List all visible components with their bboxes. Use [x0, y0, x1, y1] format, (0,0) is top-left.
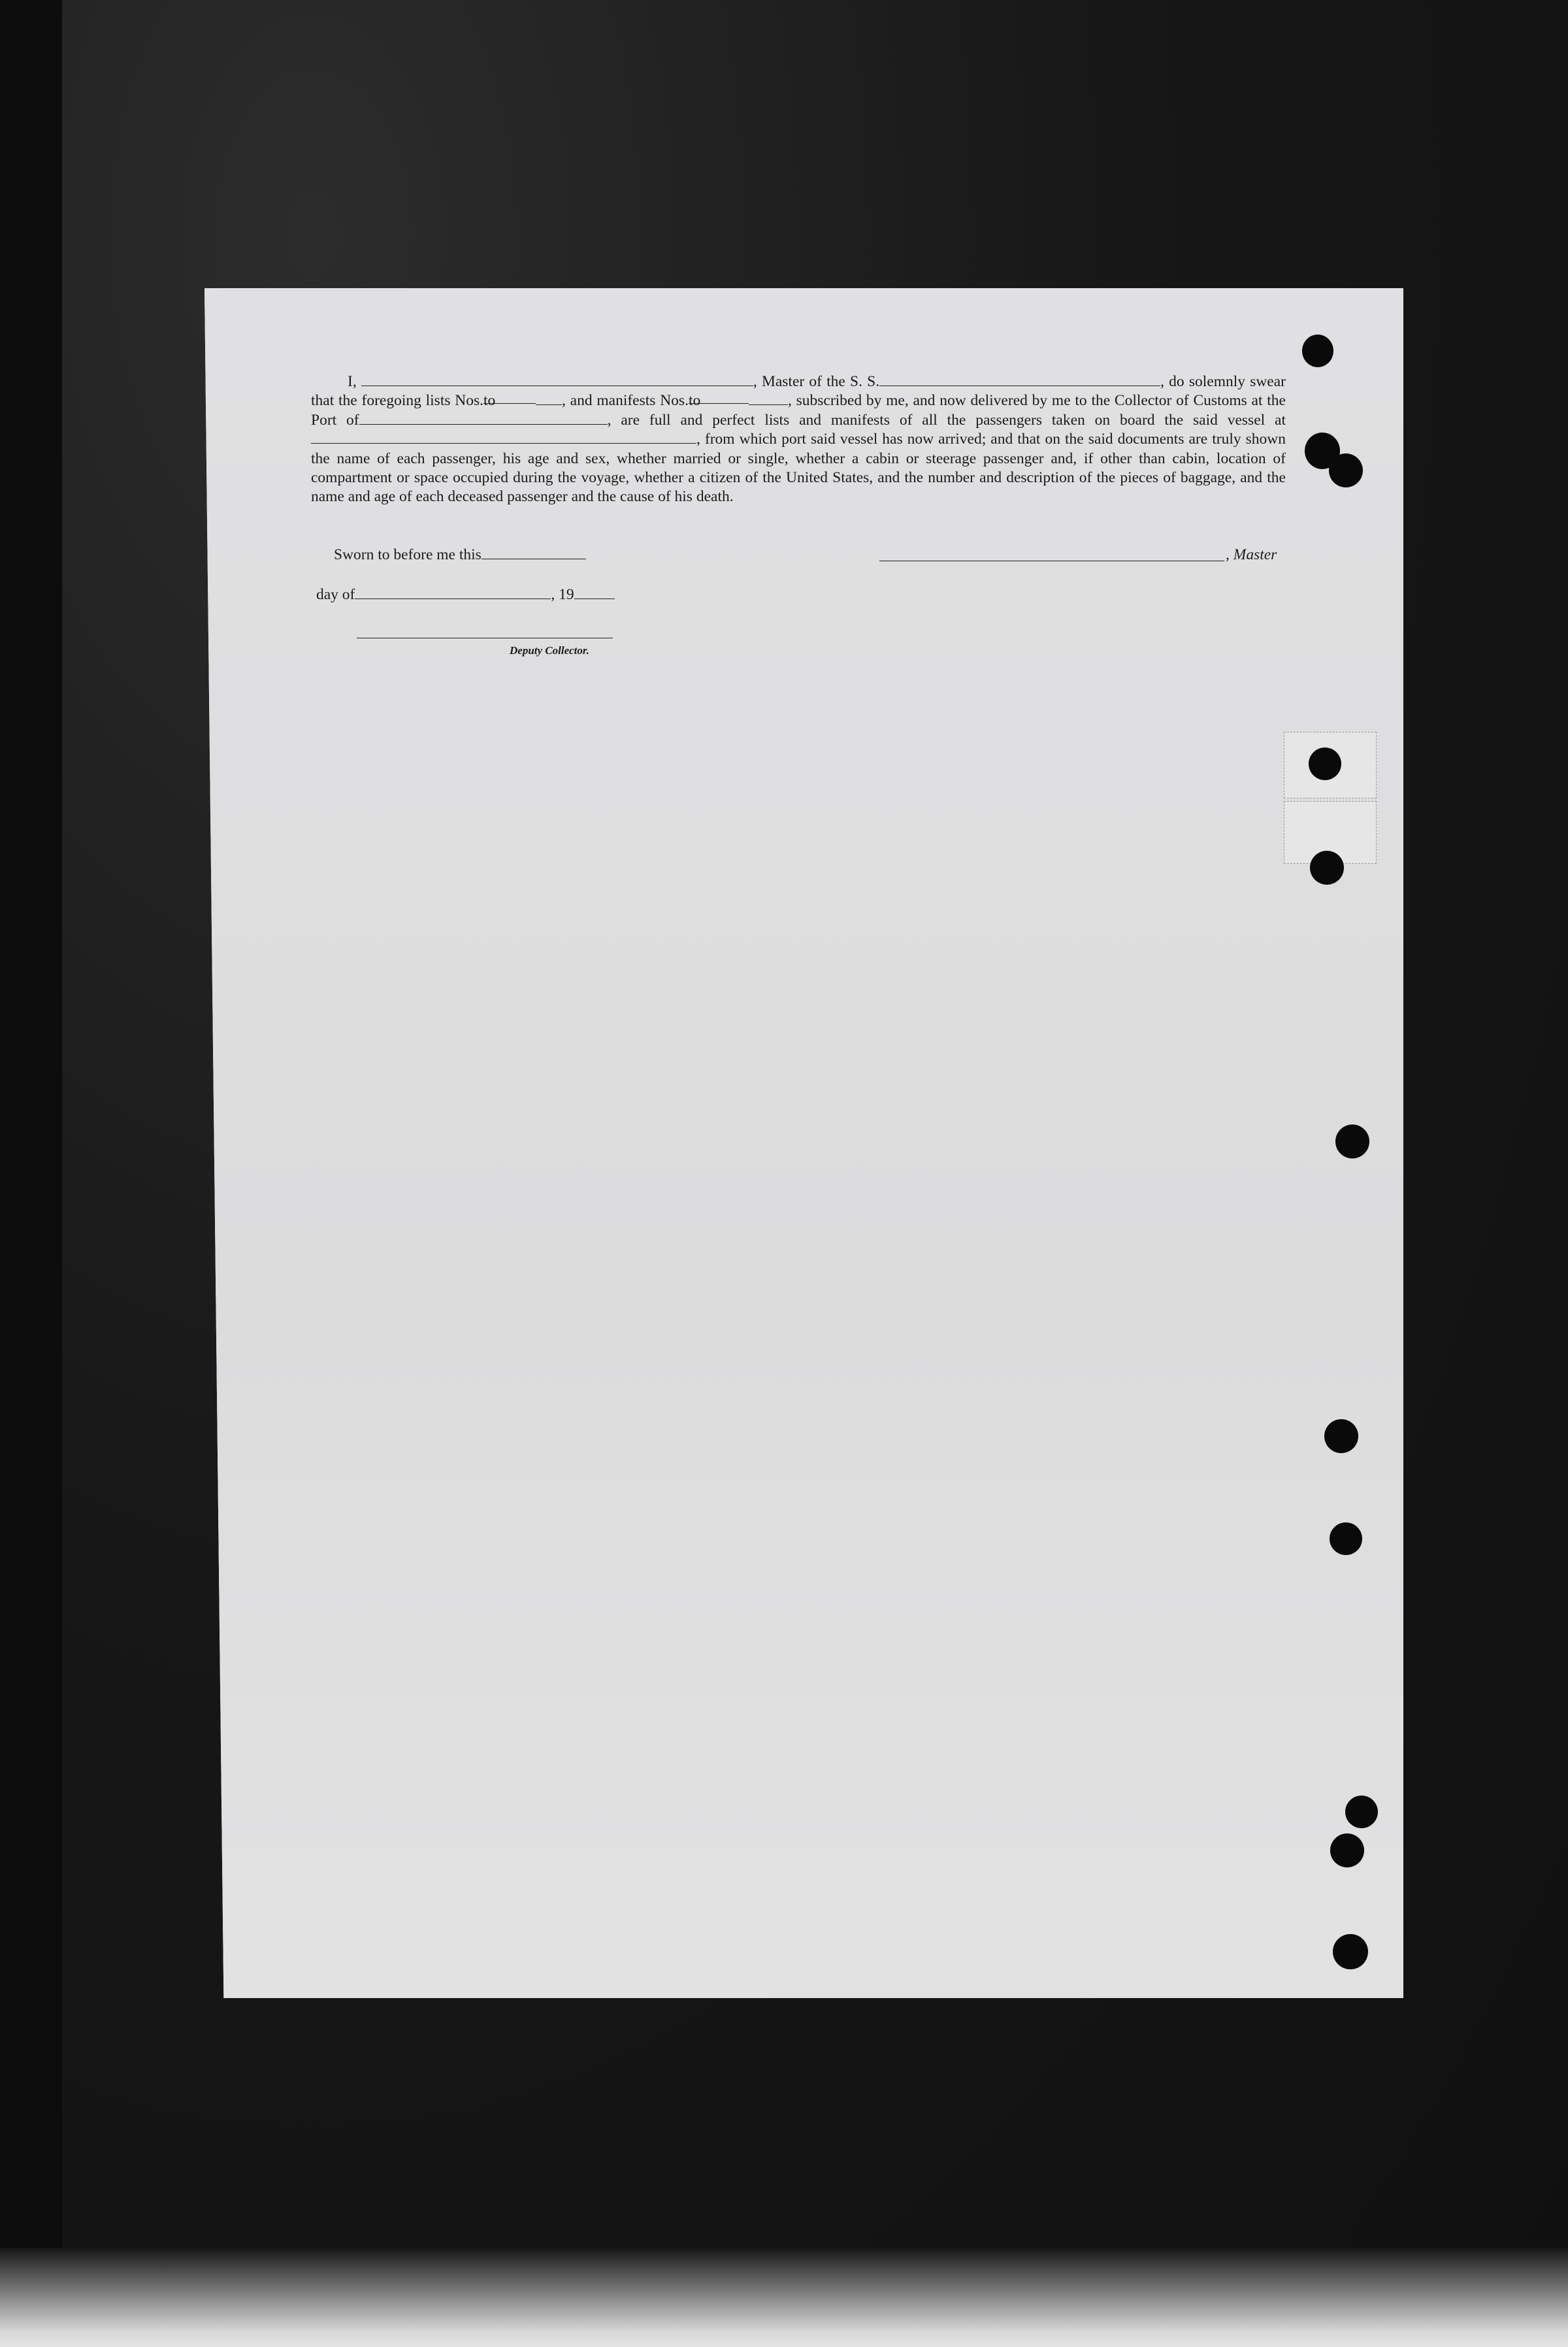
punch-hole: [1329, 453, 1363, 487]
oath-part-7: , from which port said vessel has now arrived; and that on the said documents are truly shown the name of each passenger, his age and sex, whether married or single, whether a cabin or steerage passenger and, if other than cabin, location of compartment or space occupied during the voyage, whether a citizen of the United States, and the number and description of the pieces of baggage, and the name and age of each deceased passenger and the cause of his death.: [311, 431, 1286, 506]
year-blank: [574, 587, 615, 599]
day-of-label: day of: [316, 586, 355, 603]
month-blank: [355, 587, 551, 599]
to-label-2: to: [688, 392, 701, 410]
year-prefix: , 19: [551, 586, 574, 603]
deputy-collector-label: Deputy Collector.: [510, 644, 589, 657]
oath-part-1: I,: [348, 373, 357, 390]
punch-hole: [1335, 1124, 1369, 1158]
master-label: , Master: [1226, 546, 1277, 563]
oath-part-6: , are full and perfect lists and manifests of all the passengers taken on board the said vessel at: [607, 411, 1286, 429]
port-blank: [359, 412, 608, 425]
oath-part-5: , subscribed by me, and now delivered by me to the Collector of Customs at the Port of: [311, 392, 1286, 429]
punch-hole: [1333, 1934, 1368, 1969]
oath-part-4: , and manifests Nos.: [562, 392, 689, 410]
oath-part-2: , Master of the S. S.: [753, 373, 880, 390]
list-nos-end-blank: [536, 393, 562, 405]
ship-name-blank: [879, 374, 1160, 386]
punch-hole: [1302, 335, 1333, 367]
sworn-day-blank: [482, 547, 586, 559]
film-edge-left: [0, 0, 62, 2347]
to-label-1: to: [483, 392, 496, 410]
film-edge-bottom: [0, 2248, 1568, 2347]
manifest-sheet: [204, 288, 1403, 1998]
manifest-nos-end-blank: [749, 393, 788, 405]
departure-port-blank: [311, 431, 696, 444]
list-nos-to-blank: [483, 391, 536, 410]
punch-hole: [1309, 747, 1341, 780]
sworn-row: [334, 546, 586, 564]
oath-part-3: , do solemnly swear that the foregoing lists Nos.: [311, 373, 1286, 410]
day-of-row: [316, 586, 615, 604]
punch-hole: [1330, 1522, 1362, 1555]
punch-hole: [1345, 1796, 1378, 1828]
master-name-blank: [361, 374, 753, 386]
oath-paragraph: [311, 372, 1286, 507]
sworn-label: Sworn to before me this: [334, 546, 482, 563]
punch-hole: [1330, 1833, 1364, 1867]
punch-hole: [1324, 1419, 1358, 1453]
manifest-nos-to-blank: [688, 391, 749, 410]
punch-hole: [1310, 851, 1344, 885]
